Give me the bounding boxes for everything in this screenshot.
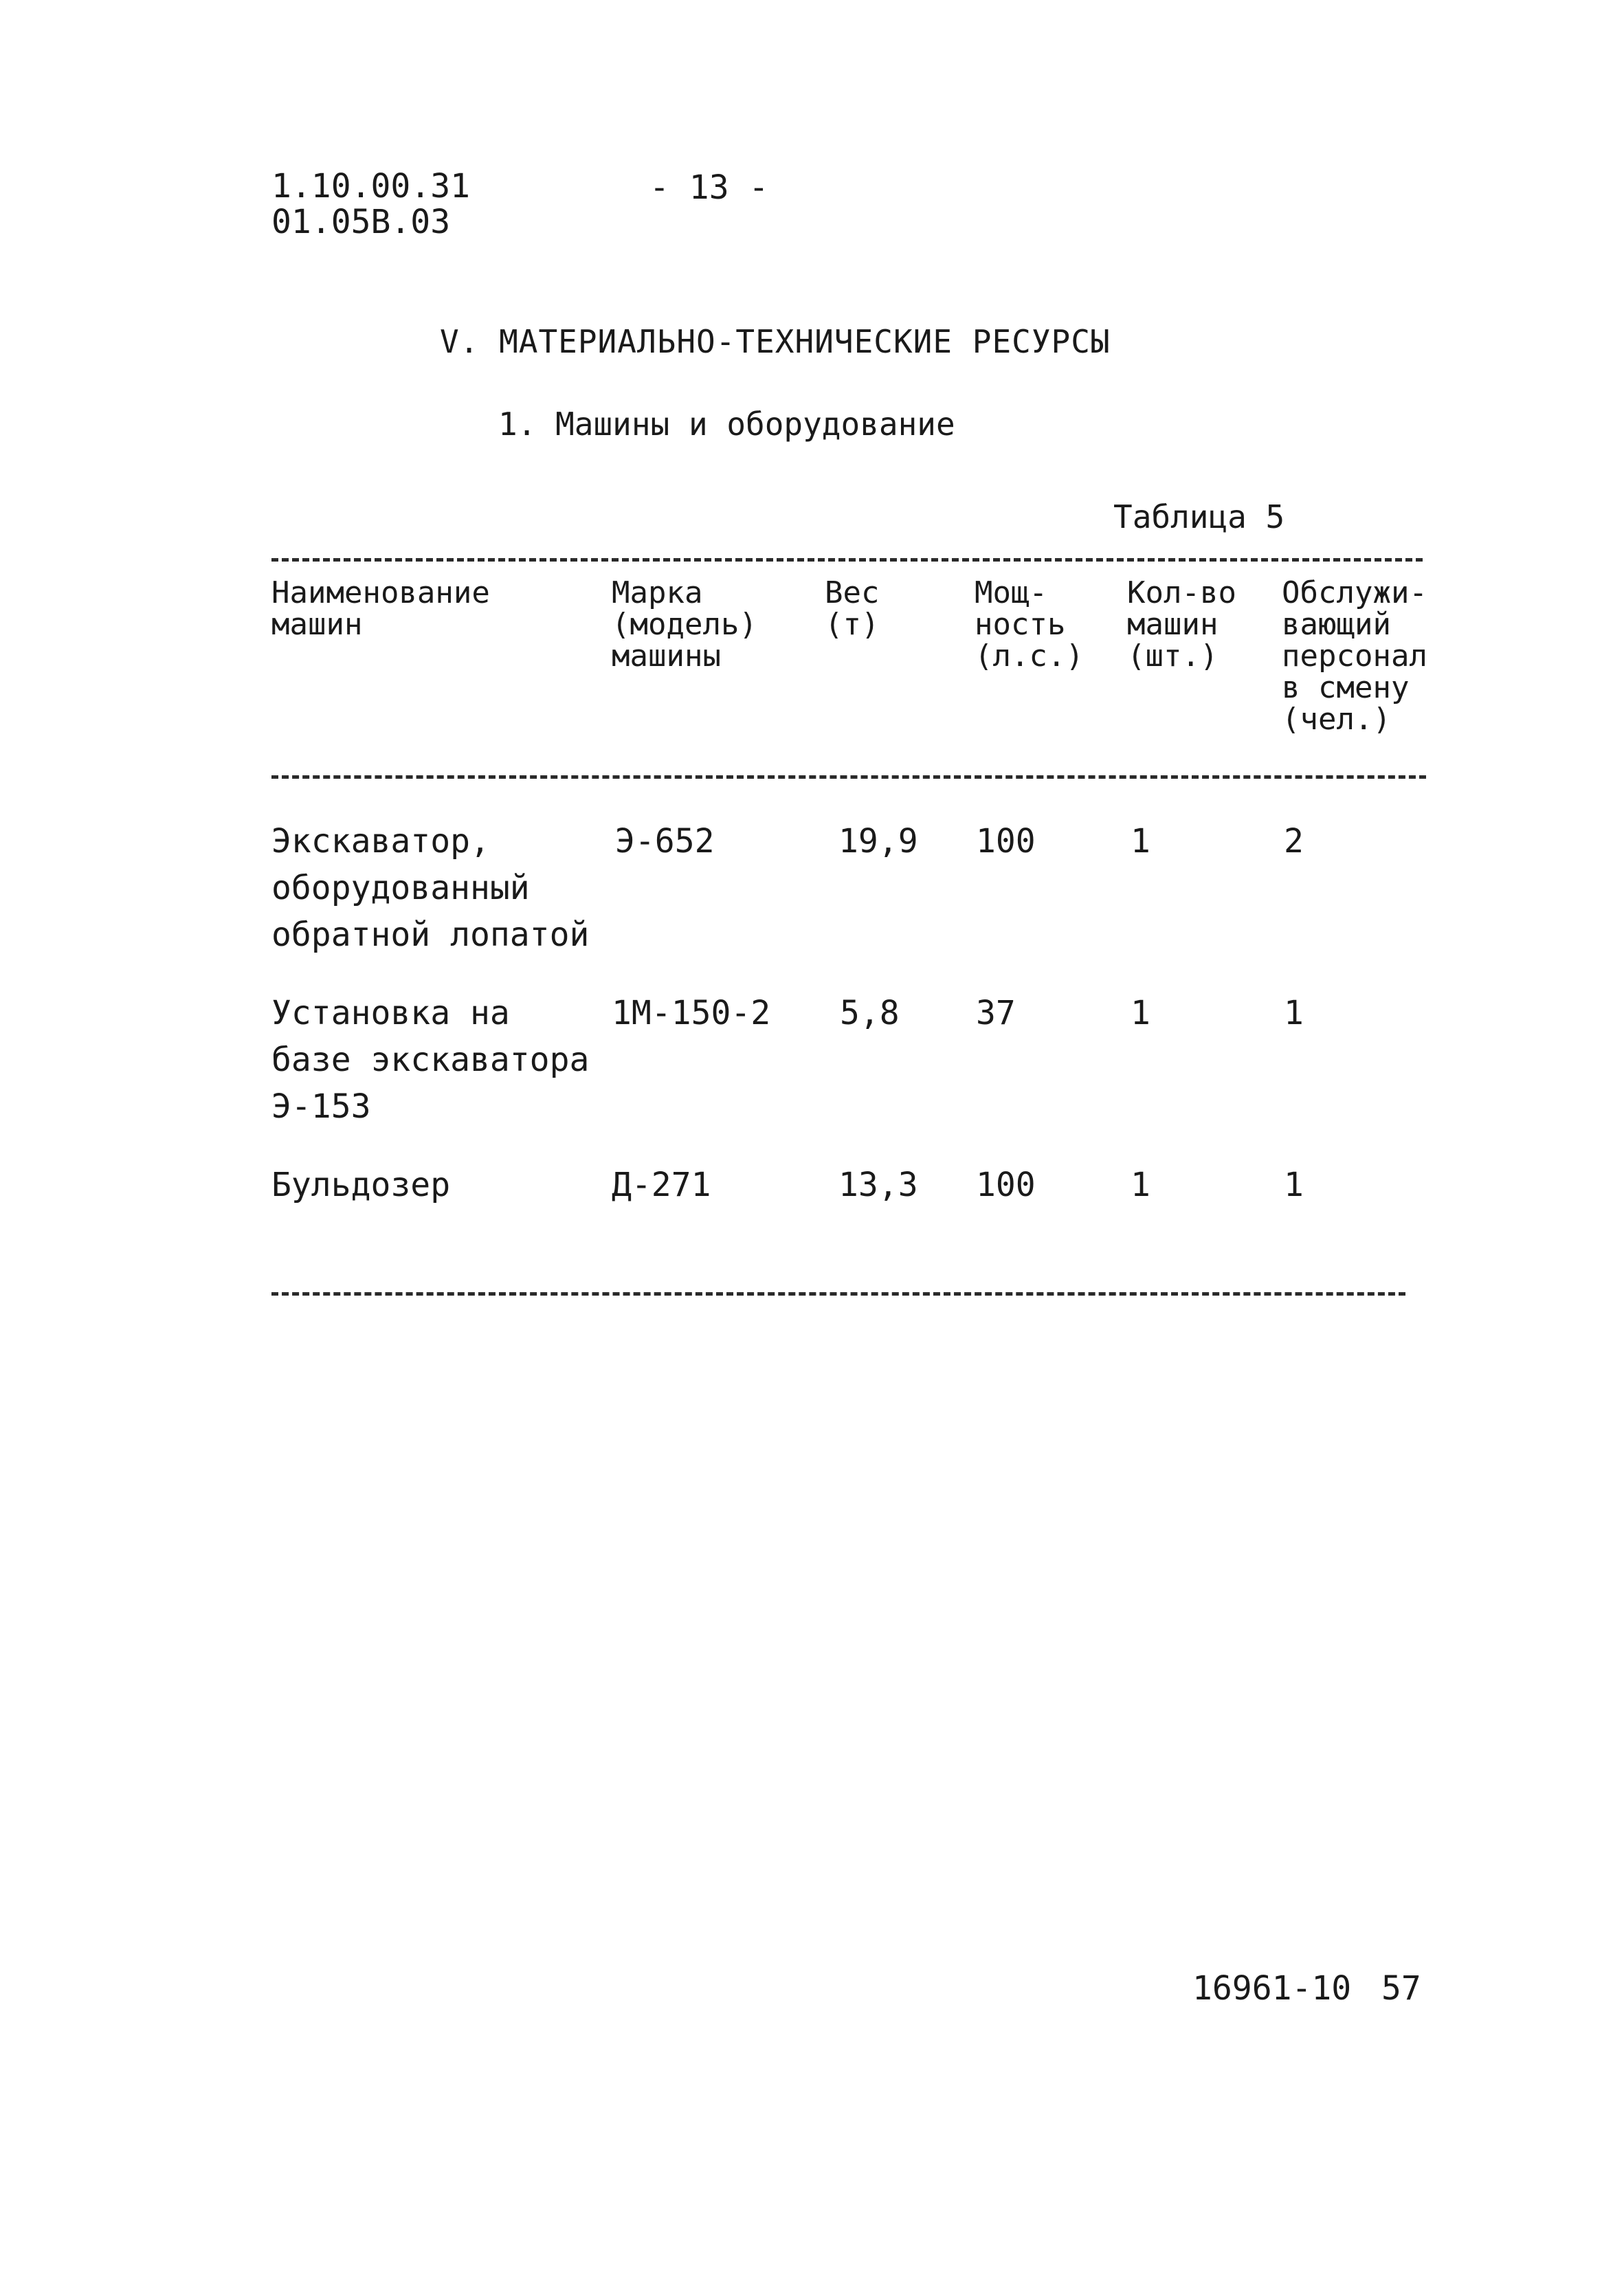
cell-machine-weight: 19,9 [838,822,918,861]
cell-machine-staff: 2 [1284,822,1304,861]
column-header-model: Марка (модель) машины [612,575,757,674]
cell-machine-count: 1 [1131,822,1150,861]
table-top-rule [271,558,1423,562]
document-code-line-1: 1.10.00.31 [271,167,470,206]
cell-machine-name: Установка на базе экскаватора Э-153 [271,994,590,1126]
column-header-weight: Вес (т) [825,575,880,642]
document-code-line-2: 01.05B.03 [271,203,451,241]
cell-machine-staff: 1 [1284,1166,1304,1204]
column-header-count: Кол-во машин (шт.) [1127,575,1236,674]
section-title: V. МАТЕРИАЛЬНО-ТЕХНИЧЕСКИЕ РЕСУРСЫ [440,323,1111,360]
cell-machine-model: 1М-150-2 [612,994,771,1032]
cell-machine-model: Э-652 [615,822,715,861]
cell-machine-weight: 5,8 [840,994,900,1032]
cell-machine-model: Д-271 [612,1166,711,1204]
cell-machine-power: 100 [976,1166,1036,1204]
column-header-power: Мощ- ность (л.с.) [975,575,1084,674]
column-header-name: Наименование машин [271,575,490,642]
cell-machine-name: Экскаватор, оборудованный обратной лопатой [271,822,590,954]
column-header-staff: Обслужи- вающий персонал в смену (чел.) [1282,575,1427,737]
cell-machine-weight: 13,3 [838,1166,918,1204]
cell-machine-count: 1 [1131,994,1150,1032]
cell-machine-power: 100 [976,822,1036,861]
table-bottom-rule [271,1292,1405,1296]
cell-machine-count: 1 [1131,1166,1150,1204]
subsection-title: 1. Машины и оборудование [498,406,955,443]
page-number: - 13 - [649,168,769,207]
footer-sheet-number: 57 [1381,1969,1421,2008]
cell-machine-name: Бульдозер [271,1166,451,1204]
footer-document-code: 16961-10 [1192,1969,1352,2008]
cell-machine-power: 37 [976,994,1016,1032]
table-header-rule [271,775,1426,779]
table-caption: Таблица 5 [1113,498,1285,535]
cell-machine-staff: 1 [1284,994,1304,1032]
